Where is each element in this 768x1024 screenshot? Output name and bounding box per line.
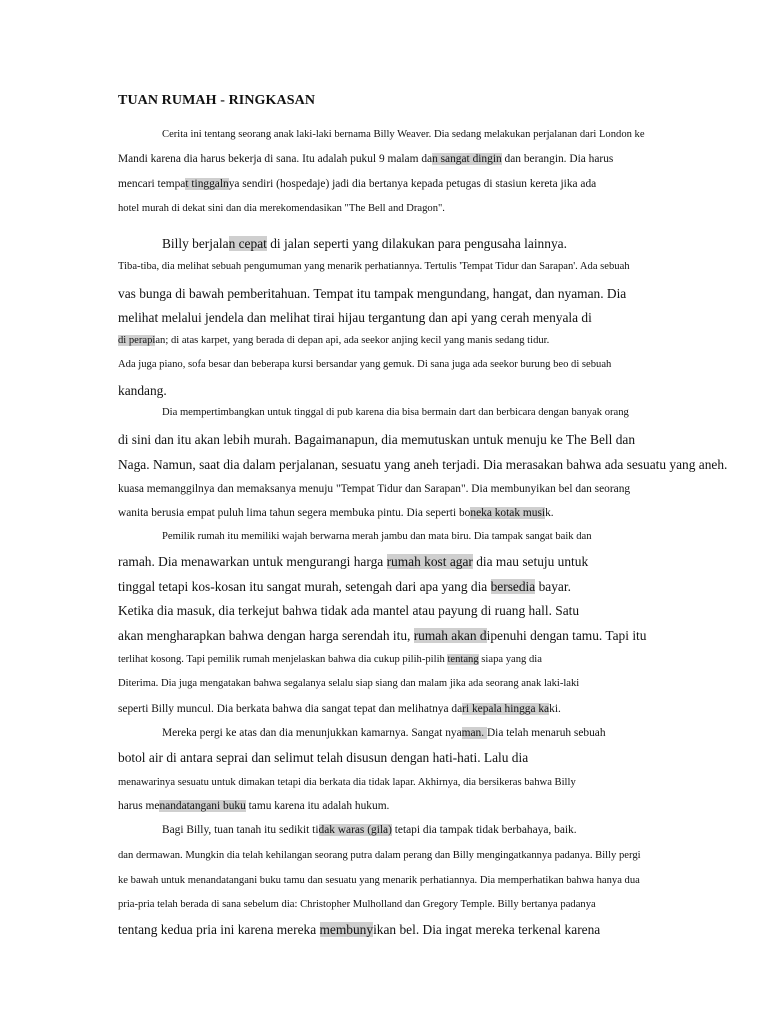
text-segment: Bagi Billy, tuan tanah itu sedikit ti xyxy=(162,824,319,836)
text-segment: ramah. Dia menawarkan untuk mengurangi harga xyxy=(118,554,387,569)
text-line xyxy=(162,531,592,543)
highlighted-text: tentang xyxy=(447,654,479,665)
text-segment: an; di atas karpet, yang berada di depan api, ada seekor anjing kecil yang manis sedang tidur. xyxy=(155,335,550,346)
text-segment: Ada juga piano, sofa besar dan beberapa kursi bersandar yang gemuk. Di sana juga ada seekor burung beo di sebuah xyxy=(118,359,612,370)
text-segment: tamu karena itu adalah hukum. xyxy=(245,800,390,812)
text-segment: mencari tempa xyxy=(118,178,186,190)
text-segment: terlihat kosong. Tapi pemilik rumah menjelaskan bahwa dia cukup pilih-pilih xyxy=(118,654,448,665)
text-segment: tetapi dia tampak tidak berbahaya, baik. xyxy=(391,824,577,836)
text-segment: Cerita ini tentang seorang anak laki-laki bernama Billy Weaver. Dia sedang melakukan perjalanan dari London ke xyxy=(162,129,645,140)
text-line xyxy=(118,178,596,191)
text-line xyxy=(118,922,600,937)
text-segment: wanita berusia empat puluh lima tahun segera membuka pintu. Dia seperti bo xyxy=(118,507,471,519)
text-line xyxy=(118,359,611,371)
text-segment: menawarinya sesuatu untuk dimakan tetapi dia berkata dia tidak lapar. Akhirnya, dia bersikeras bahwa Billy xyxy=(118,777,576,788)
text-line xyxy=(118,800,389,813)
text-segment: Mandi karena dia harus bekerja di sana. Itu adalah pukul 9 malam da xyxy=(118,153,433,165)
text-segment: vas bunga di bawah pemberitahuan. Tempat itu tampak mengundang, hangat, dan nyaman. Dia xyxy=(118,286,627,301)
text-line xyxy=(118,286,626,301)
text-line xyxy=(118,261,630,273)
text-segment: Ketika dia masuk, dia terkejut bahwa tidak ada mantel atau payung di ruang hall. Satu xyxy=(118,603,580,618)
text-segment: Diterima. Dia juga mengatakan bahwa segalanya selalu siap siang dan malam jika ada seorang anak laki-laki xyxy=(118,678,580,689)
text-segment: harus me xyxy=(118,800,160,812)
text-segment: kuasa memanggilnya dan memaksanya menuju "Tempat Tidur dan Sarapan". Dia membunyikan bel dan seorang xyxy=(118,483,631,495)
text-line xyxy=(118,153,613,166)
text-segment: Pemilik rumah itu memiliki wajah berwarna merah jambu dan mata biru. Dia tampak sangat baik dan xyxy=(162,531,592,542)
highlighted-text: t tinggaln xyxy=(185,178,229,190)
text-line xyxy=(118,750,528,765)
text-segment: Naga. Namun, saat dia dalam perjalanan, sesuatu yang aneh terjadi. Dia merasakan bahwa ada sesuatu yang aneh. xyxy=(118,457,728,472)
text-line xyxy=(118,703,561,716)
text-line xyxy=(162,824,577,837)
text-line xyxy=(162,236,567,251)
text-segment: tinggal tetapi kos-kosan itu sangat murah, setengah dari apa yang dia xyxy=(118,579,491,594)
text-line xyxy=(118,554,588,569)
text-segment: ki. xyxy=(549,703,561,715)
text-line xyxy=(118,654,542,666)
text-line xyxy=(162,727,606,740)
text-segment: Mereka pergi ke atas dan dia menunjukkan kamarnya. Sangat nya xyxy=(162,727,462,739)
text-line xyxy=(118,899,596,911)
text-line xyxy=(118,628,646,643)
text-segment: dan berangin. Dia harus xyxy=(501,153,614,165)
highlighted-text: n sangat dingin xyxy=(432,153,502,165)
highlighted-text: man. xyxy=(461,727,487,739)
text-line xyxy=(118,457,727,472)
text-segment: Dia mempertimbangkan untuk tinggal di pub karena dia bisa bermain dart dan berbicara dengan banyak orang xyxy=(162,407,629,418)
highlighted-text: rumah kost agar xyxy=(386,554,473,569)
highlighted-text: membuny xyxy=(319,922,374,937)
text-line xyxy=(118,335,549,347)
highlighted-text: di perapi xyxy=(118,335,156,346)
text-segment: pria-pria telah berada di sana sebelum dia: Christopher Mulholland dan Gregory Temple. Billy bertanya padanya xyxy=(118,899,596,910)
text-segment: dan dermawan. Mungkin dia telah kehilangan seorang putra dalam perang dan Billy mengingatkannya padanya. Billy pergi xyxy=(118,850,641,861)
text-segment: dia mau setuju untuk xyxy=(472,554,589,569)
text-line xyxy=(118,850,641,862)
text-segment: di jalan seperti yang dilakukan para pengusaha lainnya. xyxy=(266,236,567,251)
text-segment: ke bawah untuk menandatangani buku tamu dan sesuatu yang menarik perhatiannya. Dia memperhatikan bahwa hanya dua xyxy=(118,875,640,886)
text-line xyxy=(118,432,635,447)
text-segment: di sini dan itu akan lebih murah. Bagaimanapun, dia memutuskan untuk menuju ke The Bell dan xyxy=(118,432,636,447)
text-line xyxy=(118,310,592,325)
text-line xyxy=(118,678,579,690)
text-segment: melihat melalui jendela dan melihat tirai hijau tergantung dan api yang cerah menyala di xyxy=(118,310,592,325)
text-segment: Dia telah menaruh sebuah xyxy=(486,727,606,739)
text-segment: seperti Billy muncul. Dia berkata bahwa dia sangat tepat dan melihatnya da xyxy=(118,703,463,715)
text-line xyxy=(162,407,629,419)
text-segment: ipenuhi dengan tamu. Tapi itu xyxy=(486,628,647,643)
text-line xyxy=(118,875,640,887)
text-segment: kandang. xyxy=(118,383,167,398)
text-line xyxy=(118,483,630,496)
highlighted-text: rumah akan d xyxy=(413,628,487,643)
highlighted-text: nandatangani buku xyxy=(159,800,246,812)
text-line xyxy=(118,777,576,789)
document-title: TUAN RUMAH - RINGKASAN xyxy=(118,93,316,108)
text-segment: hotel murah di dekat sini dan dia merekomendasikan "The Bell and Dragon". xyxy=(118,203,445,214)
text-segment: Tiba-tiba, dia melihat sebuah pengumuman yang menarik perhatiannya. Tertulis 'Tempat Tidur dan Sarapan'. Ada sebuah xyxy=(118,261,630,272)
text-segment: ya sendiri (hospedaje) jadi dia bertanya kepada petugas di stasiun kereta jika ada xyxy=(228,178,597,190)
highlighted-text: ri kepala hingga ka xyxy=(462,703,550,715)
text-segment: tentang kedua pria ini karena mereka xyxy=(118,922,320,937)
text-segment: bayar. xyxy=(535,579,571,594)
text-line xyxy=(118,579,571,594)
text-segment: k. xyxy=(545,507,554,519)
highlighted-text: dak waras (gila) xyxy=(318,824,392,836)
highlighted-text: neka kotak musi xyxy=(470,507,546,519)
text-segment: ikan bel. Dia ingat mereka terkenal karena xyxy=(373,922,601,937)
text-line xyxy=(118,507,554,520)
text-line xyxy=(118,383,167,398)
text-segment: Billy berjala xyxy=(162,236,229,251)
text-line xyxy=(118,203,445,215)
text-line xyxy=(118,603,579,618)
highlighted-text: bersedia xyxy=(490,579,536,594)
text-segment: akan mengharapkan bahwa dengan harga serendah itu, xyxy=(118,628,414,643)
highlighted-text: n cepat xyxy=(228,236,267,251)
text-segment: botol air di antara seprai dan selimut telah disusun dengan hati-hati. Lalu dia xyxy=(118,750,529,765)
text-segment: siapa yang dia xyxy=(478,654,542,665)
text-line xyxy=(162,129,645,141)
